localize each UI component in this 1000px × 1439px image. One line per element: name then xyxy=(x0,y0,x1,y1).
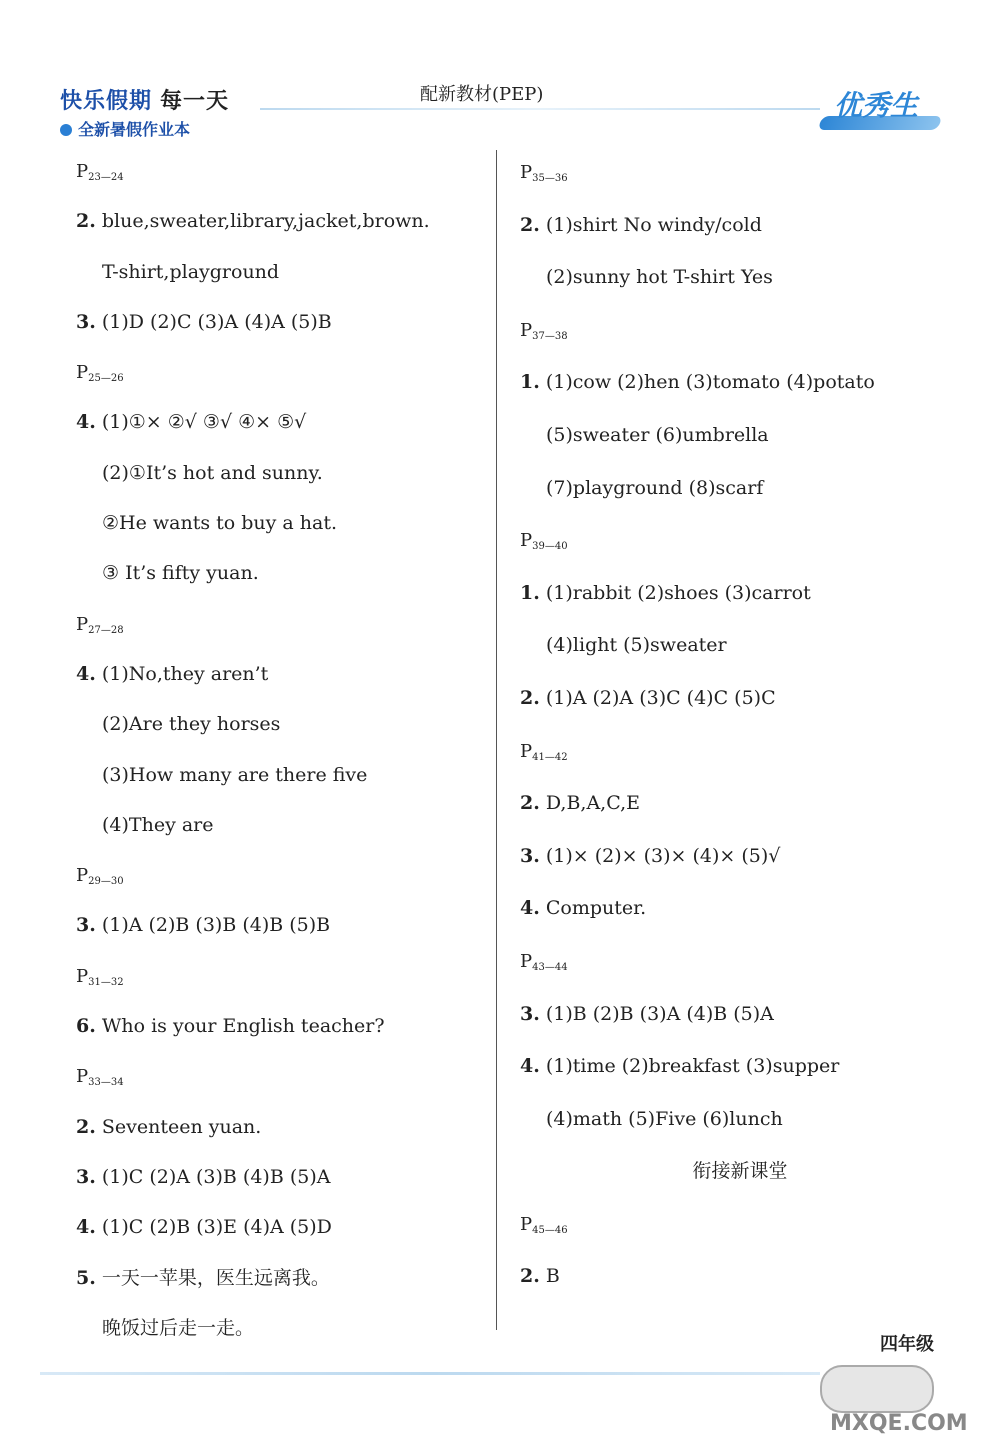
bullet-icon xyxy=(60,124,72,136)
section-title: 衔接新课堂 xyxy=(692,1160,788,1183)
page-range-numbers: 37—38 xyxy=(532,330,568,342)
page-range-heading xyxy=(76,347,486,397)
page-range-heading xyxy=(520,935,960,988)
question-number: 2. xyxy=(520,213,540,236)
page-prefix: P xyxy=(520,950,533,972)
watermark-badge-icon xyxy=(820,1365,934,1413)
brand-title xyxy=(60,84,229,115)
answer-text: (1)shirt No windy/cold xyxy=(545,213,762,236)
answer-item xyxy=(520,672,960,725)
answer-continuation: (5)sweater (6)umbrella xyxy=(546,423,769,446)
answer-item xyxy=(76,649,486,699)
page-range xyxy=(76,161,124,182)
answer-item xyxy=(520,1250,960,1303)
answer-item xyxy=(520,777,960,830)
page-prefix: P xyxy=(520,1213,533,1235)
answer-continuation: (4)light (5)sweater xyxy=(546,634,727,657)
page-prefix: P xyxy=(76,161,89,182)
page-footer xyxy=(0,1334,1000,1439)
answer-text: D,B,A,C,E xyxy=(545,792,640,815)
answer-text: Computer. xyxy=(545,897,647,920)
answer-item xyxy=(76,196,486,246)
header-decoration-line xyxy=(260,108,820,110)
question-number: 2. xyxy=(520,686,540,709)
page-range xyxy=(76,865,124,886)
brand-subtitle-text: 全新暑假作业本 xyxy=(78,120,191,139)
answer-continuation: T-shirt,playground xyxy=(102,260,280,283)
answer-continuation: (4)They are xyxy=(102,813,214,836)
page-range xyxy=(520,951,568,972)
answer-text: (1)time (2)breakfast (3)supper xyxy=(545,1055,840,1078)
page-range-heading xyxy=(520,1198,960,1251)
page-range xyxy=(520,162,568,183)
question-number: 2. xyxy=(76,1115,96,1138)
page-range-numbers: 31—32 xyxy=(88,976,124,988)
edition-title: 配新教材(PEP) xyxy=(420,84,544,105)
answer-text: 一天一苹果，医生远离我。 xyxy=(101,1266,330,1289)
question-number: 4. xyxy=(76,662,96,685)
answer-item xyxy=(520,882,960,935)
answer-text: (1)A (2)A (3)C (4)C (5)C xyxy=(545,686,776,709)
right-answer-column xyxy=(520,146,960,1303)
answer-item xyxy=(520,356,960,409)
question-number: 2. xyxy=(520,1265,540,1288)
page-range xyxy=(520,530,568,551)
answer-text: (1)①× ②√ ③√ ④× ⑤√ xyxy=(101,411,307,434)
page-range xyxy=(76,1066,124,1087)
question-number: 1. xyxy=(520,581,540,604)
page-range-heading xyxy=(520,146,960,199)
answer-continuation: (2)Are they horses xyxy=(102,713,281,736)
question-number: 4. xyxy=(76,411,96,434)
brand-title-suffix: 每一天 xyxy=(160,89,230,114)
page-prefix: P xyxy=(520,530,533,552)
page-prefix: P xyxy=(76,362,89,384)
page-range xyxy=(520,1214,568,1235)
question-number: 6. xyxy=(76,1015,96,1038)
page-range-numbers: 35—36 xyxy=(532,173,568,184)
page-range-heading xyxy=(76,850,486,900)
answer-item xyxy=(76,900,486,950)
question-number: 4. xyxy=(520,897,540,920)
answer-item xyxy=(76,1202,486,1252)
question-number: 3. xyxy=(520,1002,540,1025)
answer-text: Seventeen yuan. xyxy=(101,1115,262,1138)
publisher-logo xyxy=(820,80,940,130)
answer-text: (1)cow (2)hen (3)tomato (4)potato xyxy=(545,371,875,394)
question-number: 3. xyxy=(76,310,96,333)
page-prefix: P xyxy=(520,162,533,183)
page-range-heading xyxy=(76,1051,486,1101)
answer-text: (1)C (2)B (3)E (4)A (5)D xyxy=(101,1216,332,1239)
left-answer-column xyxy=(76,146,486,1353)
page-range-heading xyxy=(76,146,486,196)
brand-block xyxy=(60,84,229,140)
answer-item xyxy=(76,297,486,347)
page-range-numbers: 23—24 xyxy=(88,172,124,183)
page-range xyxy=(520,320,568,341)
question-number: 3. xyxy=(76,1165,96,1188)
page-range xyxy=(76,362,124,383)
question-number: 4. xyxy=(76,1216,96,1239)
page-prefix: P xyxy=(76,613,89,635)
answer-text: (1)× (2)× (3)× (4)× (5)√ xyxy=(545,844,781,867)
answer-text: (1)rabbit (2)shoes (3)carrot xyxy=(545,581,811,604)
answer-text: (1)No,they aren’t xyxy=(101,662,269,685)
answer-text: (1)A (2)B (3)B (4)B (5)B xyxy=(101,914,331,937)
page-range-numbers: 33—34 xyxy=(88,1077,124,1089)
question-number: 1. xyxy=(520,371,540,394)
grade-label: 四年级 xyxy=(880,1334,934,1355)
answer-text: B xyxy=(545,1265,560,1288)
question-number: 3. xyxy=(520,844,540,867)
answer-continuation: (3)How many are there five xyxy=(102,763,368,786)
column-divider xyxy=(496,150,497,1330)
page-range-numbers: 41—42 xyxy=(532,751,568,763)
brand-title-text: 快乐假期 xyxy=(60,89,153,114)
answer-text: (1)B (2)B (3)A (4)B (5)A xyxy=(545,1002,774,1025)
answer-item xyxy=(520,988,960,1041)
page-range xyxy=(76,614,124,635)
answer-continuation: (2)①It’s hot and sunny. xyxy=(102,461,323,484)
brand-subtitle xyxy=(60,117,229,140)
page-range-numbers: 25—26 xyxy=(88,373,124,385)
question-number: 2. xyxy=(520,792,540,815)
page-range-numbers: 45—46 xyxy=(532,1224,568,1236)
answer-continuation: ③ It’s fifty yuan. xyxy=(102,562,259,585)
answer-item xyxy=(76,1001,486,1051)
page-header xyxy=(0,0,1000,140)
page-range-heading xyxy=(76,951,486,1001)
answer-item xyxy=(520,1040,960,1093)
page-prefix: P xyxy=(76,1066,89,1088)
question-number: 3. xyxy=(76,914,96,937)
footer-decoration-line xyxy=(40,1372,820,1375)
answer-text: Who is your English teacher? xyxy=(101,1015,385,1038)
watermark-text: MXQE.COM xyxy=(830,1411,968,1436)
answer-item xyxy=(76,397,486,447)
answer-item xyxy=(76,1152,486,1202)
question-number: 5. xyxy=(76,1266,96,1289)
answer-item xyxy=(76,1253,486,1303)
answer-continuation: 晚饭过后走一走。 xyxy=(102,1316,255,1339)
page-range-numbers: 39—40 xyxy=(532,541,568,553)
answer-item xyxy=(520,567,960,620)
page-range xyxy=(76,966,124,987)
answer-item xyxy=(520,199,960,252)
page-prefix: P xyxy=(520,740,533,762)
answer-item xyxy=(520,830,960,883)
answer-continuation: ②He wants to buy a hat. xyxy=(102,512,338,535)
answer-continuation: (2)sunny hot T-shirt Yes xyxy=(546,266,773,289)
question-number: 2. xyxy=(76,210,96,233)
answer-continuation: (7)playground (8)scarf xyxy=(546,476,764,499)
watermark-logo xyxy=(820,1365,990,1435)
logo-text: 优秀生 xyxy=(834,89,919,122)
answer-item xyxy=(76,1102,486,1152)
page-range-numbers: 29—30 xyxy=(88,876,124,888)
page-range-heading xyxy=(520,514,960,567)
answer-continuation: (4)math (5)Five (6)lunch xyxy=(546,1107,783,1130)
answer-text: blue,sweater,library,jacket,brown. xyxy=(101,210,430,233)
page-prefix: P xyxy=(76,965,89,987)
question-number: 4. xyxy=(520,1055,540,1078)
answer-text: (1)C (2)A (3)B (4)B (5)A xyxy=(101,1165,331,1188)
page-prefix: P xyxy=(76,865,89,887)
page-range-heading xyxy=(520,304,960,357)
page-range xyxy=(520,741,568,762)
page-prefix: P xyxy=(520,319,533,341)
page-range-numbers: 27—28 xyxy=(88,624,124,636)
page-range-numbers: 43—44 xyxy=(532,961,568,973)
page-range-heading xyxy=(76,599,486,649)
page-range-heading xyxy=(520,725,960,778)
answer-text: (1)D (2)C (3)A (4)A (5)B xyxy=(101,310,332,333)
